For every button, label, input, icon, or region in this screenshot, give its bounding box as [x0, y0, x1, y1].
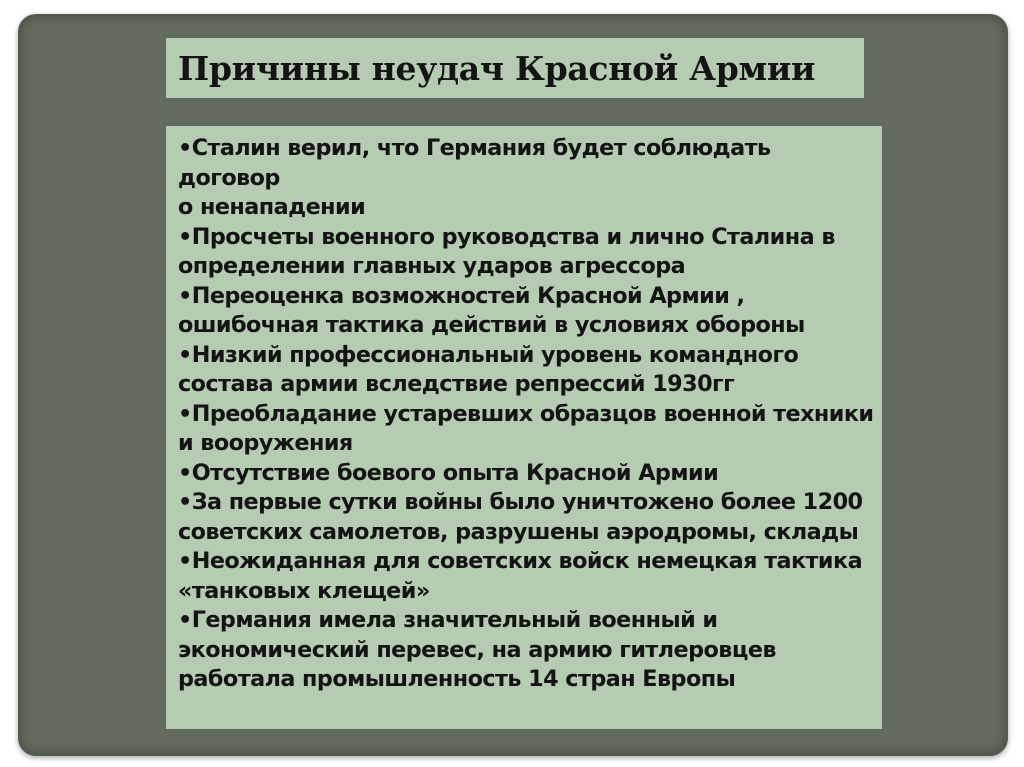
bullet-text-line: и вооружения [178, 430, 353, 456]
bullet-text-line: о ненападении [178, 194, 366, 220]
bullet-text-line: Германия имела значительный военный и [191, 607, 718, 633]
bullet-text-line: Низкий профессиональный уровень командного [191, 341, 799, 368]
bullet-text-line: Преобладание устаревших образцов военной техники [191, 400, 874, 427]
bullet-item [178, 459, 876, 489]
bullet-marker: • [178, 548, 192, 574]
bullet-item [178, 223, 876, 282]
bullet-item [178, 341, 876, 400]
bullet-text-line: Переоценка возможностей Красной Армии , [191, 282, 745, 309]
bullet-text-line: Неожиданная для советских войск немецкая тактика [191, 548, 863, 574]
bullet-text-line: Отсутствие боевого опыта Красной Армии [191, 459, 719, 486]
bullet-item [178, 606, 876, 695]
bullet-item [178, 282, 876, 341]
bullet-text-line: определении главных ударов агрессора [178, 253, 686, 279]
title-box [166, 38, 864, 98]
bullet-marker: • [178, 341, 192, 368]
slide-title: Причины неудач Красной Армии [178, 48, 816, 88]
bullet-marker: • [178, 607, 192, 633]
bullet-item [178, 400, 876, 459]
bullet-marker: • [178, 489, 192, 515]
bullet-text-line: советских самолетов, разрушены аэродромы, склады [178, 518, 859, 545]
bullet-marker: • [178, 282, 192, 309]
bullet-text-line: Сталин верил, что Германия будет соблюдать договор [178, 135, 771, 191]
bullet-marker: • [178, 223, 192, 250]
bullet-text-line: Просчеты военного руководства и лично Сталина в [191, 223, 835, 250]
bullet-text-line: работала промышленность 14 стран Европы [178, 666, 736, 692]
bullet-marker: • [178, 400, 192, 427]
bullet-marker: • [178, 459, 192, 486]
bullet-text-line: «танковых клещей» [178, 577, 430, 604]
content-box [166, 126, 882, 729]
bullet-item [178, 547, 876, 606]
bullet-item [178, 488, 876, 547]
bullet-text-line: За первые сутки войны было уничтожено более 1200 [191, 489, 863, 515]
bullet-marker: • [178, 135, 192, 161]
bullet-item [178, 134, 876, 223]
bullet-text-line: ошибочная тактика действий в условиях обороны [178, 312, 805, 338]
bullet-list [178, 134, 876, 695]
bullet-text-line: экономический перевес, на армию гитлеровцев [178, 636, 776, 663]
bullet-text-line: состава армии вследствие репрессий 1930гг [178, 371, 735, 397]
